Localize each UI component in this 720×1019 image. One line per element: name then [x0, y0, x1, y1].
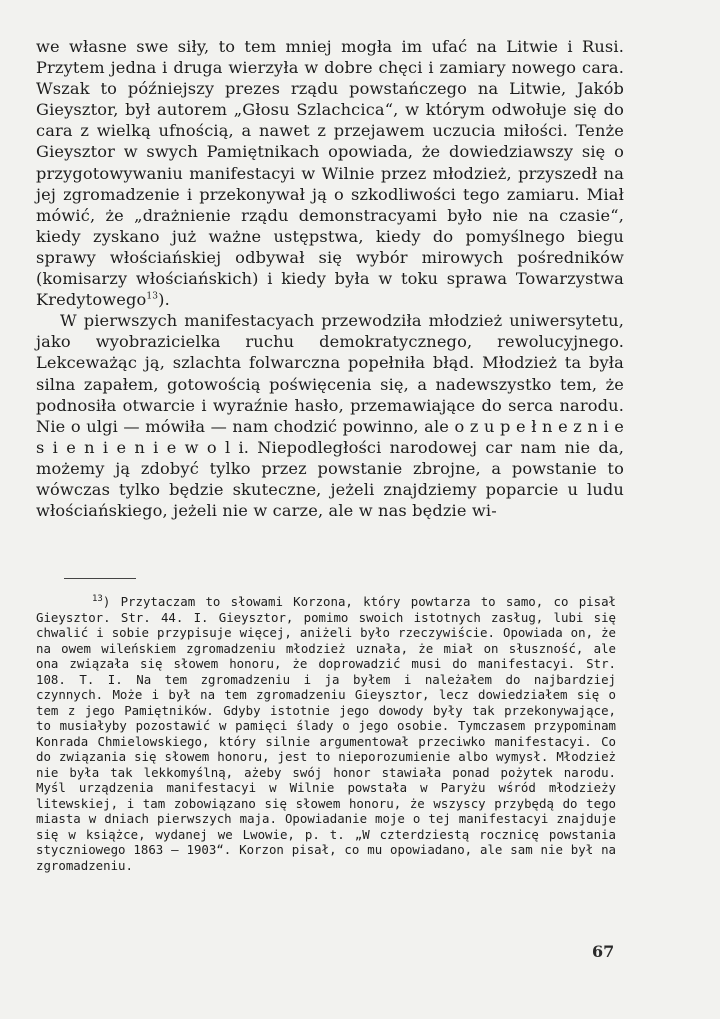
paragraph — [36, 36, 624, 310]
paragraph-end: ). — [158, 290, 170, 310]
footnote-text-block — [36, 594, 616, 873]
footnote-text: ) Przytaczam to słowami Korzona, który powtarza to samo, co pisał Gieysztor. Str. 44. I. Gieysztor, pomimo swoich istotnych zasług, lubi się chwalić i sobie przypisuje więcej, aniżeli było rzeczywiście. Opowiada on, że na owem wileńskiem zgromadzeniu młodzież uznała, że miał on słuszność, ale ona związała się słowem honoru, że doprowadzić musi do manifestacyi. Str. 108. T. I. Na tem zgromadzeniu i ja byłem i należałem do najbardziej czynnych. Może i był na tem zgromadzeniu Gieysztor, lecz dowiedziałem się o tem z jego Pamiętników. Gdyby istotnie jego dowody były tak przekonywające, to musiałyby pozostawić w pamięci ślady o jego osobie. Tymczasem przypominam Konrada Chmielowskiego, który silnie argumentował przeciwko manifestacyi. Co do związania się słowem honoru, jest to nieporozumienie albo wymysł. Młodzież nie była tak lekkomyślną, ażeby swój honor stawiała ponad pożytek narodu. Myśl urządzenia manifestacyi w Wilnie powstała w Paryżu wśród młodzieży litewskiej, i tam zobowiązano się słowem honoru, że wszyscy przybędą do tego miasta w dniach pierwszych maja. Opowiadanie moje o tej manifestacyi znajduje się w książce, wydanej we Lwowie, p. t. „W czterdziestą rocznicę powstania styczniowego 1863 — 1903“. Korzon pisał, co mu opowiadano, ale sam nie był na zgromadzeniu. — [36, 594, 616, 873]
footnote-reference: 13 — [146, 291, 159, 302]
footnote-marker: 13 — [92, 593, 103, 604]
paragraph: W pierwszych manifestacyach przewodziła młodzież uniwersytetu, jako wyobrazicielka ruchu demokratycznego, rewolucyjnego. Lekceważąc ją, szlachta folwarczna popełniła błąd. Młodzież ta była silna zapałem, gotowością poświęcenia się, a nadewszystko tem, że podnosiła otwarcie i wyraźnie hasło, przemawiające do serca narodu. Nie o ulgi — mówiła — nam chodzić powinno, ale o z u p e ł n e z n i e s i e n i e n i e w o l i. Niepodległości narodowej car nam nie da, możemy ją zdobyć tylko przez powstanie zbrojne, a powstanie to wówczas tylko będzie skuteczne, jeżeli znajdziemy poparcie u ludu włościańskiego, jeżeli nie w carze, ale w nas będzie wi- — [36, 311, 624, 521]
footnote — [36, 594, 616, 873]
paragraph-text: we własne swe siły, to tem mniej mogła im ufać na Litwie i Rusi. Przytem jedna i druga wierzyła w dobre chęci i zamiary nowego cara. Wszak to późniejszy prezes rządu powstańczego na Litwie, Jakób Gieysztor, był autorem „Głosu Szlachcica“, w którym odwołuje się do cara z wielką ufnością, a nawet z przejawem uczucia miłości. Tenże Gieysztor w swych Pamiętnikach opowiada, że dowiedziawszy się o przygotowywaniu manifestacyi w Wilnie przez młodzież, przyszedł na jej zgromadzenie i przekonywał ją o szkodliwości tego zamiaru. Miał mówić, że „drażnienie rządu demonstracyami było nie na czasie“, kiedy zyskano już ważne ustępstwa, kiedy do pomyślnego biegu sprawy włościańskiej odbywał się wybór mirowych pośredników (komisarzy włościańskich) i kiedy była w toku sprawa Towarzystwa Kredytowego — [36, 37, 624, 310]
footnote-separator — [64, 578, 136, 579]
main-text — [36, 36, 624, 521]
page-number: 67 — [592, 942, 615, 961]
